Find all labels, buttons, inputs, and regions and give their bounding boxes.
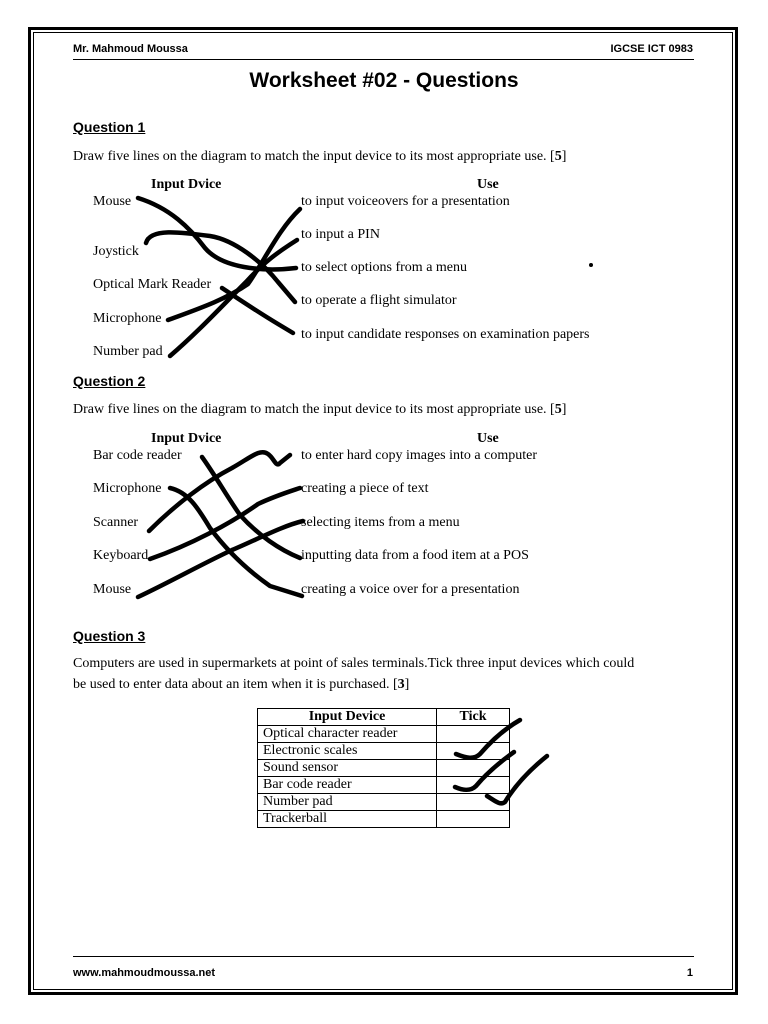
question-3-heading: Question 3 — [73, 628, 146, 644]
question-1-heading: Question 1 — [73, 119, 146, 135]
device-cell: Sound sensor — [258, 760, 437, 777]
page-title: Worksheet #02 - Questions — [249, 69, 519, 92]
q1-device: Microphone — [93, 311, 162, 326]
question-3-line-1: Computers are used in supermarkets at point of sales terminals.Tick three input devices which could — [73, 656, 635, 671]
q2-col-device: Input Dvice — [151, 431, 222, 446]
q2-use: creating a piece of text — [301, 481, 429, 496]
q2-line-scanner-to-images — [149, 452, 290, 531]
q2-device: Mouse — [93, 582, 132, 597]
q2-use: selecting items from a menu — [301, 515, 460, 530]
q1-use: to input candidate responses on examination papers — [301, 327, 590, 342]
q1-use: to select options from a menu — [301, 260, 468, 275]
question-1-instruction: Draw five lines on the diagram to match the input device to its most appropriate use. [5] — [73, 149, 567, 164]
q2-use: to enter hard copy images into a computer — [301, 448, 537, 463]
q1-col-use: Use — [477, 177, 499, 192]
footer-website[interactable]: www.mahmoudmoussa.net — [73, 967, 216, 979]
device-cell: Number pad — [258, 794, 437, 811]
q1-use: to input a PIN — [301, 227, 380, 242]
q2-device: Bar code reader — [93, 448, 182, 463]
q2-use: inputting data from a food item at a POS — [301, 548, 529, 563]
q2-line-mouse-to-menu — [138, 521, 303, 597]
tick-table-header-tick: Tick — [437, 709, 510, 726]
q2-col-use: Use — [477, 431, 499, 446]
q2-device: Keyboard — [93, 548, 149, 563]
q1-use: to input voiceovers for a presentation — [301, 194, 510, 209]
q2-device: Scanner — [93, 515, 139, 530]
q1-device: Optical Mark Reader — [93, 277, 212, 292]
device-cell: Bar code reader — [258, 777, 437, 794]
question-2-instruction: Draw five lines on the diagram to match the input device to its most appropriate use. [5] — [73, 402, 567, 417]
device-cell: Trackerball — [258, 811, 437, 828]
q1-device: Joystick — [93, 244, 139, 259]
header-course: IGCSE ICT 0983 — [610, 43, 693, 55]
footer-rule — [73, 956, 694, 957]
device-cell: Electronic scales — [258, 743, 437, 760]
page-number: 1 — [686, 967, 693, 979]
header-author: Mr. Mahmoud Moussa — [73, 43, 188, 55]
q1-device: Mouse — [93, 194, 132, 209]
question-2-heading: Question 2 — [73, 373, 146, 389]
question-3-line-2: be used to enter data about an item when it is purchased. [3] — [73, 677, 410, 692]
q1-col-device: Input Dvice — [151, 177, 222, 192]
q2-device: Microphone — [93, 481, 162, 496]
q1-device: Number pad — [93, 344, 163, 359]
tick-table-header-device: Input Device — [258, 709, 437, 726]
device-cell: Optical character reader — [258, 726, 437, 743]
q2-use: creating a voice over for a presentation — [301, 582, 520, 597]
q1-use: to operate a flight simulator — [301, 293, 457, 308]
q1-ink-dot — [589, 263, 593, 267]
